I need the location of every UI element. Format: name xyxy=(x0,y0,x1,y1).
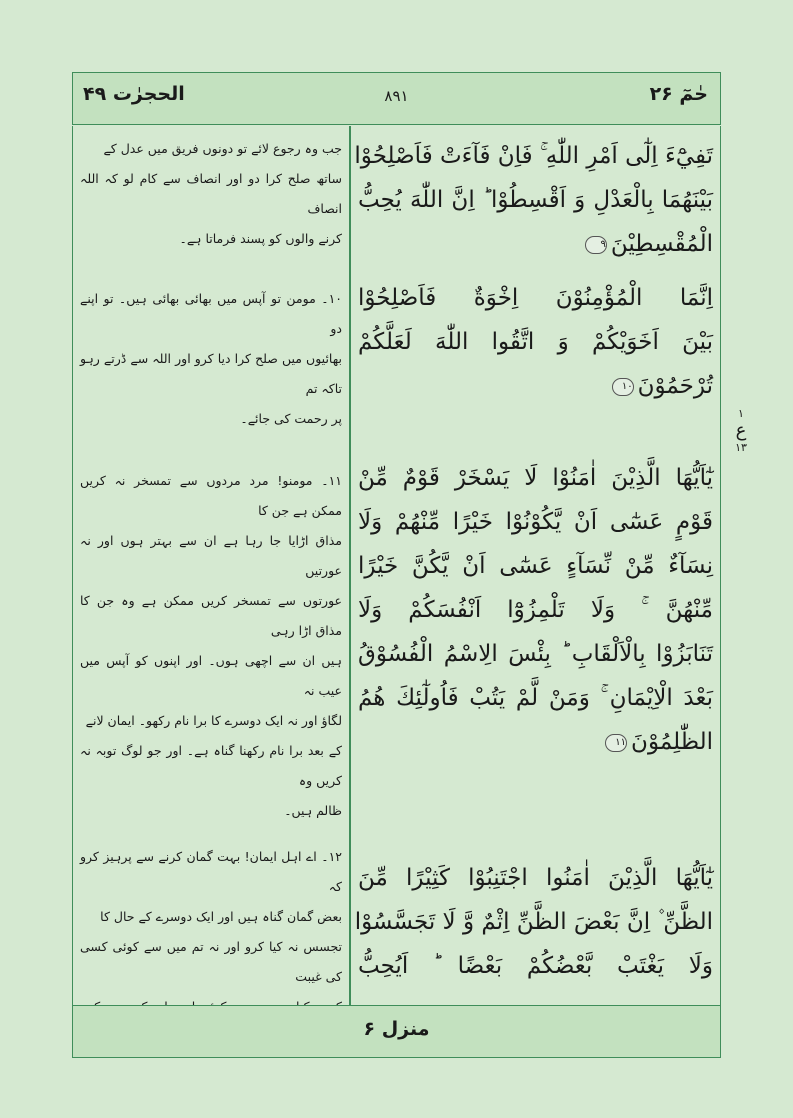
arabic-line: يٰٓاَيُّهَا الَّذِيْنَ اٰمَنُوْا لَا يَسْخَرْ قَوْمٌ مِّنْ xyxy=(358,465,713,491)
translation-line: ظالم ہیں۔ xyxy=(284,803,342,818)
arabic-line: بَيْنَ اَخَوَيْكُمْ وَ اتَّقُوا اللّٰهَ لَعَلَّكُمْ xyxy=(358,329,713,355)
translation-block-9 xyxy=(80,134,342,254)
translation-block-10 xyxy=(80,284,342,434)
arabic-line: تَنَابَزُوْا بِالْاَلْقَابِ ؕ بِئْسَ الِاسْمُ الْفُسُوْقُ xyxy=(358,641,713,667)
arabic-line: يٰٓاَيُّهَا الَّذِيْنَ اٰمَنُوا اجْتَنِبُوْا كَثِيْرًا مِّنَ xyxy=(358,865,713,891)
translation-line: پر رحمت کی جائے۔ xyxy=(240,411,342,426)
ayah-number-marker: ۱۰ xyxy=(612,378,634,396)
arabic-line: مِّنْهُنَّ ۚ وَلَا تَلْمِزُوْٓا اَنْفُسَكُمْ وَلَا xyxy=(358,597,713,623)
arabic-line: تَفِيْٓءَ اِلٰٓى اَمْرِ اللّٰهِ ۚ فَاِنْ فَآءَتْ فَاَصْلِحُوْا xyxy=(354,143,713,169)
arabic-line xyxy=(358,720,713,764)
translation-line: مذاق اڑایا جا رہا ہے ان سے بہتر ہوں اور نہ عورتیں xyxy=(80,533,342,578)
translation-line: بھائیوں میں صلح کرا دیا کرو اور اللہ سے ڈرتے رہو تاکہ تم xyxy=(80,351,342,396)
arabic-verse-12 xyxy=(354,856,713,988)
arabic-line: نِسَآءٌ مِّنْ نِّسَآءٍ عَسٰٓى اَنْ يَّكُنَّ خَيْرًا xyxy=(358,553,713,579)
translation-line: ۱۲۔ اے اہل ایمان! بہت گمان کرنے سے پرہیز کرو کہ xyxy=(80,849,342,894)
translation-block-11 xyxy=(80,466,342,826)
arabic-line xyxy=(358,222,713,266)
arabic-line: وَلَا يَغْتَبْ بَّعْضُكُمْ بَعْضًا ؕ اَيُحِبُّ xyxy=(358,953,713,979)
manzil-label: منزل ۶ xyxy=(363,1018,430,1040)
arabic-verse-9 xyxy=(354,134,713,266)
translation-line: عورتوں سے تمسخر کریں ممکن ہے وہ جن کا مذاق اڑا رہی xyxy=(80,593,342,638)
page-header xyxy=(72,72,721,125)
translation-line: ہیں ان سے اچھی ہوں۔ اور اپنوں کو آپس میں عیب نہ xyxy=(80,653,342,698)
column-divider xyxy=(349,126,351,1005)
arabic-line: بَعْدَ الْاِيْمَانِ ۚ وَمَنْ لَّمْ يَتُبْ فَاُولٰٓئِكَ هُمُ xyxy=(358,685,713,711)
page-footer xyxy=(72,1005,721,1058)
arabic-text: الظّٰلِمُوْنَ xyxy=(631,729,713,755)
translation-line: کرنے والوں کو پسند فرماتا ہے۔ xyxy=(179,231,342,246)
translation-line: ۱۱۔ مومنو! مرد مردوں سے تمسخر نہ کریں ممکن ہے جن کا xyxy=(80,473,342,518)
translation-line: لگاؤ اور نہ ایک دوسرے کا برا نام رکھو۔ ایمان لانے xyxy=(85,713,342,728)
arabic-text: تُرْحَمُوْنَ xyxy=(637,373,713,399)
arabic-text: الْمُقْسِطِيْنَ xyxy=(610,231,713,257)
arabic-verse-10 xyxy=(358,276,713,408)
arabic-line: اِنَّمَا الْمُؤْمِنُوْنَ اِخْوَةٌ فَاَصْلِحُوْا xyxy=(358,285,713,311)
arabic-verse-11 xyxy=(358,456,713,764)
ruku-symbol-icon: ع xyxy=(735,420,747,441)
page-number: ۸۹۱ xyxy=(384,87,409,105)
translation-line: ۱۰۔ مومن تو آپس میں بھائی بھائی ہیں۔ تو اپنے دو xyxy=(80,291,342,336)
translation-line: جب وہ رجوع لائے تو دونوں فریق میں عدل کے xyxy=(103,141,342,156)
translation-line: بعض گمان گناہ ہیں اور ایک دوسرے کے حال کا xyxy=(100,909,342,924)
translation-line: کے بعد برا نام رکھنا گناہ ہے۔ اور جو لوگ توبہ نہ کریں وہ xyxy=(80,743,342,788)
ruku-marker-top: ۱ xyxy=(738,407,744,420)
para-name: حٰمٓ ۲۶ xyxy=(649,83,708,105)
ayah-number-marker: ۱۱ xyxy=(605,734,627,752)
surah-name: الحجرٰت ۴۹ xyxy=(83,83,185,105)
ayah-number-marker: ۹ xyxy=(585,236,607,254)
arabic-line: الظَّنِّ ۫ اِنَّ بَعْضَ الظَّنِّ اِثْمٌ وَّ لَا تَجَسَّسُوْا xyxy=(354,909,713,935)
ruku-marker xyxy=(727,408,755,454)
arabic-line: قَوْمٍ عَسٰٓى اَنْ يَّكُوْنُوْا خَيْرًا مِّنْهُمْ وَلَا xyxy=(358,509,713,535)
arabic-line: بَيْنَهُمَا بِالْعَدْلِ وَ اَقْسِطُوْا ؕ اِنَّ اللّٰهَ يُحِبُّ xyxy=(358,187,713,213)
translation-line: تجسس نہ کیا کرو اور نہ تم میں سے کوئی کسی کی غیبت xyxy=(80,939,342,984)
translation-line: ساتھ صلح کرا دو اور انصاف سے کام لو کہ اللہ انصاف xyxy=(80,171,342,216)
arabic-line xyxy=(358,364,713,408)
ruku-marker-bottom: ۱۳ xyxy=(735,441,747,454)
